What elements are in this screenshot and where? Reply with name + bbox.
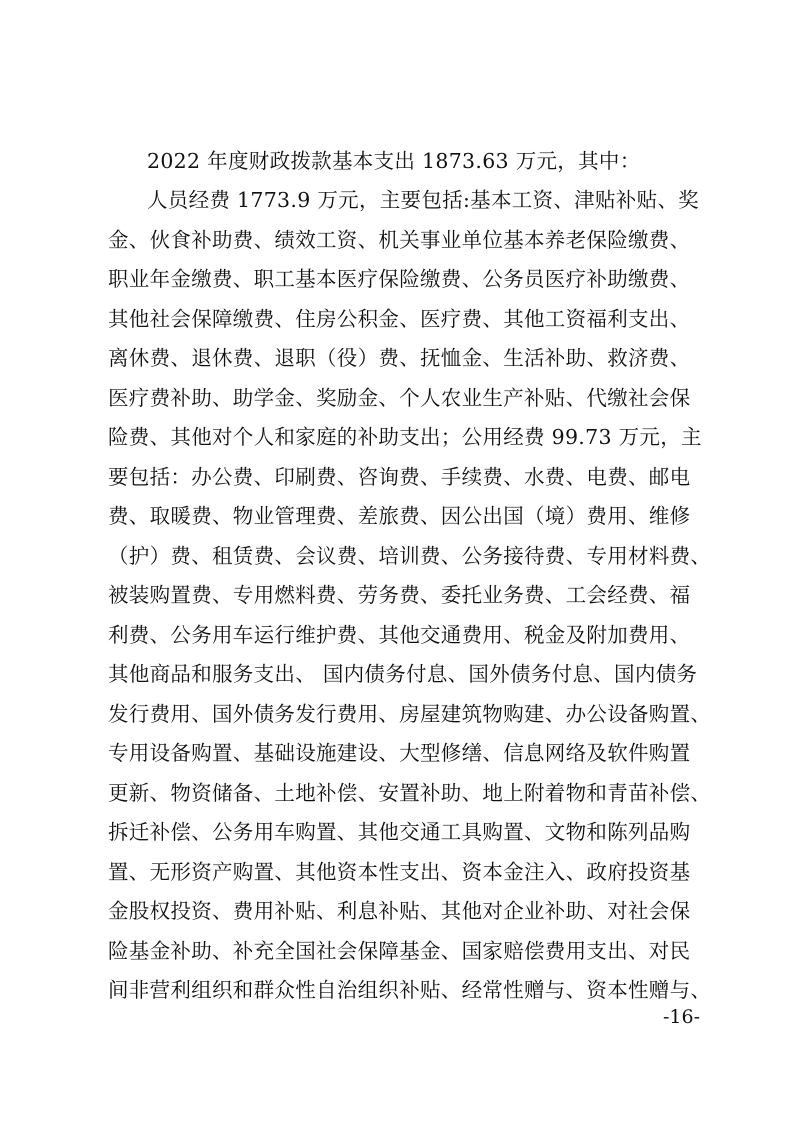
text-line: 费、取暖费、物业管理费、差旅费、因公出国（境）费用、维修 bbox=[108, 504, 691, 528]
text-line: 间非营利组织和群众性自治组织补贴、经常性赠与、资本性赠与、 bbox=[108, 978, 712, 1002]
text-line: 利费、公务用车运行维护费、其他交通费用、税金及附加费用、 bbox=[108, 623, 691, 647]
text-line: 发行费用、国外债务发行费用、房屋建筑物购建、办公设备购置、 bbox=[108, 702, 712, 726]
text-line: 其他商品和服务支出、 国内债务付息、国外债务付息、国内债务 bbox=[108, 662, 698, 686]
text-line: 离休费、退休费、退职（役）费、抚恤金、生活补助、救济费、 bbox=[108, 346, 691, 370]
text-line: 险费、其他对个人和家庭的补助支出；公用经费 99.73 万元，主 bbox=[108, 425, 702, 449]
text-line: 拆迁补偿、公务用车购置、其他交通工具购置、文物和陈列品购 bbox=[108, 820, 691, 844]
text-line: 要包括：办公费、印刷费、咨询费、手续费、水费、电费、邮电 bbox=[108, 465, 691, 489]
text-line: 置、无形资产购置、其他资本性支出、资本金注入、政府投资基 bbox=[108, 860, 691, 884]
text-line: 其他社会保障缴费、住房公积金、医疗费、其他工资福利支出、 bbox=[108, 307, 691, 331]
text-line: （护）费、租赁费、会议费、培训费、公务接待费、专用材料费、 bbox=[108, 544, 712, 568]
text-line: 更新、物资储备、土地补偿、安置补助、地上附着物和青苗补偿、 bbox=[108, 781, 712, 805]
text-line: 2022 年度财政拨款基本支出 1873.63 万元，其中： bbox=[147, 149, 641, 173]
text-line: 金股权投资、费用补贴、利息补贴、其他对企业补助、对社会保 bbox=[108, 899, 691, 923]
text-line: 医疗费补助、助学金、奖励金、个人农业生产补贴、代缴社会保 bbox=[108, 386, 691, 410]
text-line: 被装购置费、专用燃料费、劳务费、委托业务费、工会经费、福 bbox=[108, 583, 691, 607]
page-number: -16- bbox=[662, 1006, 700, 1028]
text-line: 专用设备购置、基础设施建设、大型修缮、信息网络及软件购置 bbox=[108, 741, 691, 765]
text-line: 金、伙食补助费、绩效工资、机关事业单位基本养老保险缴费、 bbox=[108, 228, 691, 252]
text-line: 人员经费 1773.9 万元，主要包括:基本工资、津贴补贴、奖 bbox=[147, 188, 699, 212]
text-line: 险基金补助、补充全国社会保障基金、国家赔偿费用支出、对民 bbox=[108, 939, 691, 963]
text-line: 职业年金缴费、职工基本医疗保险缴费、公务员医疗补助缴费、 bbox=[108, 267, 691, 291]
